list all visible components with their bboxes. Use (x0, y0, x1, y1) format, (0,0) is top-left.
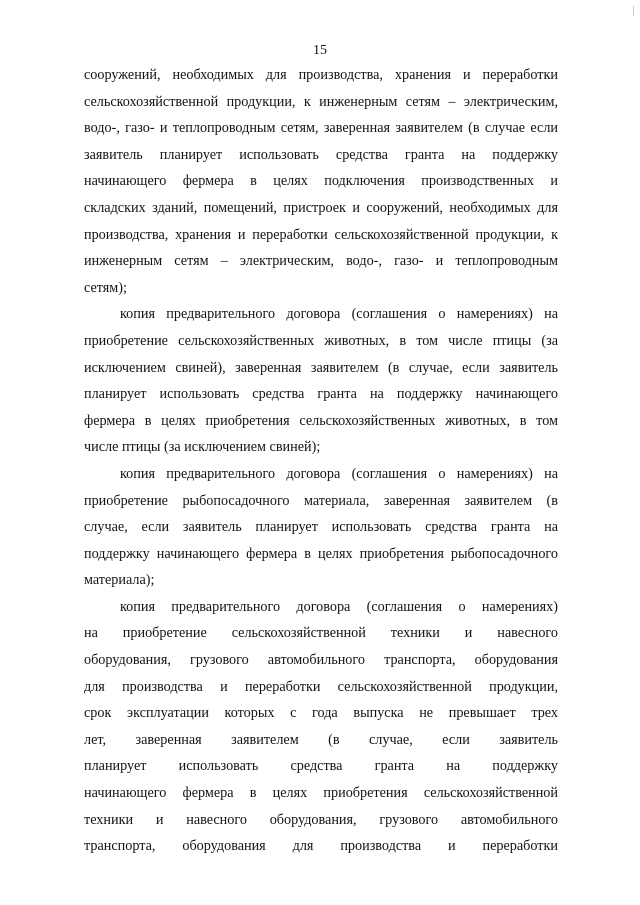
text-line: копия предварительного договора (соглашения о намерениях) (120, 598, 558, 615)
paragraph (84, 461, 558, 594)
text-line: копия предварительного договора (соглашения о намерениях) на (120, 465, 558, 482)
text-line: исключением свиней), заверенная заявителем (в случае, если заявитель (84, 359, 558, 376)
text-line: заявитель планирует использовать средства гранта на поддержку (84, 146, 558, 163)
text-line: планирует использовать средства гранта на поддержку (84, 758, 558, 775)
text-line: материала); (84, 572, 155, 589)
text-line: случае, если заявитель планирует использовать средства гранта на (84, 519, 558, 536)
paragraph (84, 301, 558, 461)
text-line: лет, заверенная заявителем (в случае, если заявитель (84, 731, 558, 748)
text-line: водо-, газо- и теплопроводным сетям, заверенная заявителем (в случае если (84, 120, 558, 137)
text-line: транспорта, оборудования для производства и переработки (84, 838, 558, 855)
text-line: складских зданий, помещений, пристроек и сооружений, необходимых для (84, 199, 558, 216)
text-line: начинающего фермера в целях подключения производственных и (84, 173, 558, 190)
text-line: для производства и переработки сельскохозяйственной продукции, (84, 678, 558, 695)
text-line: сельскохозяйственной продукции, к инженерным сетям – электрическим, (84, 93, 558, 110)
text-line: планирует использовать средства гранта на поддержку начинающего (84, 386, 558, 403)
text-line: сооружений, необходимых для производства, хранения и переработки (84, 67, 558, 83)
text-line: производства, хранения и переработки сельскохозяйственной продукции, к (84, 226, 558, 243)
text-line: поддержку начинающего фермера в целях приобретения рыбопосадочного (84, 545, 558, 562)
text-line: числе птицы (за исключением свиней); (84, 439, 321, 456)
page-number: 15 (313, 43, 327, 58)
paragraph (84, 594, 558, 860)
text-line: инженерным сетям – электрическим, водо-, газо- и теплопроводным (84, 253, 558, 270)
text-line: оборудования, грузового автомобильного транспорта, оборудования (84, 652, 558, 669)
text-line: приобретение рыбопосадочного материала, заверенная заявителем (в (84, 492, 558, 509)
text-line: начинающего фермера в целях приобретения сельскохозяйственной (84, 785, 558, 802)
text-line: срок эксплуатации которых с года выпуска не превышает трех (84, 705, 558, 722)
text-line: приобретение сельскохозяйственных животных, в том числе птицы (за (84, 332, 558, 349)
text-line: копия предварительного договора (соглашения о намерениях) на (120, 306, 558, 323)
text-line: фермера в целях приобретения сельскохозяйственных животных, в том (84, 412, 558, 429)
scan-artifact (633, 6, 634, 16)
paragraph (84, 62, 558, 301)
document-body (84, 62, 558, 860)
text-line: техники и навесного оборудования, грузового автомобильного (84, 811, 558, 828)
text-line: на приобретение сельскохозяйственной техники и навесного (84, 625, 558, 642)
text-line: сетям); (84, 279, 127, 296)
